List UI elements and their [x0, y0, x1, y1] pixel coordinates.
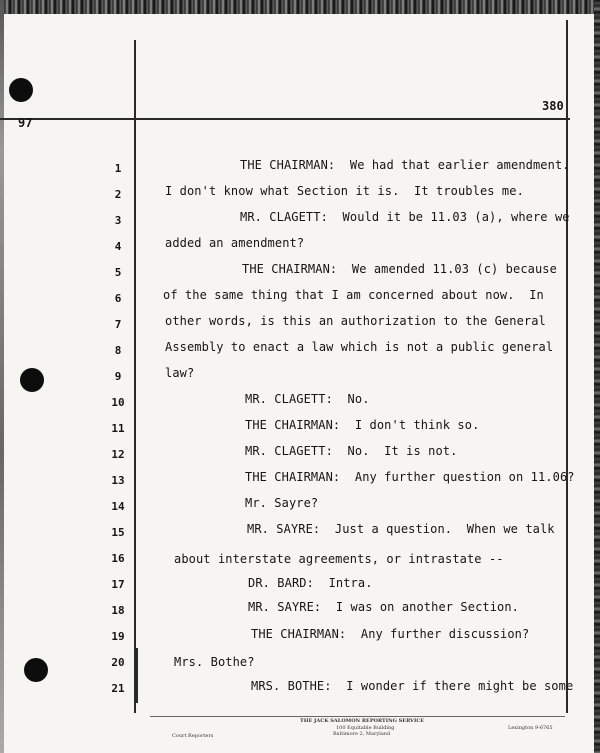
line-number: 1 — [114, 162, 122, 175]
footer-rule — [150, 716, 565, 717]
line-number: 15 — [111, 526, 125, 539]
transcript-line: THE CHAIRMAN: Any further question on 11.06? — [245, 470, 575, 484]
margin-rule-right — [566, 20, 568, 713]
transcript-line: Mrs. Bothe? — [174, 655, 255, 669]
footer-address: 100 Equitable Building — [336, 725, 395, 731]
transcript-line: THE CHAIRMAN: Any further discussion? — [251, 627, 530, 641]
line-number: 16 — [111, 552, 125, 565]
transcript-line: law? — [165, 366, 195, 380]
line-number: 18 — [111, 604, 125, 617]
line-number: 17 — [111, 578, 125, 591]
transcript-line: MR. SAYRE: Just a question. When we talk — [247, 522, 555, 536]
header-rule — [0, 118, 570, 120]
line-number: 2 — [114, 188, 122, 201]
punch-hole-top — [9, 78, 33, 102]
transcript-line: other words, is this an authorization to the General — [165, 314, 546, 328]
transcript-line: MR. CLAGETT: Would it be 11.03 (a), where we — [240, 210, 570, 224]
punch-hole-bottom — [24, 658, 48, 682]
line-number: 5 — [114, 266, 122, 279]
line-number: 11 — [111, 422, 125, 435]
line-number: 14 — [111, 500, 125, 513]
transcript-line: I don't know what Section it is. It troubles me. — [165, 184, 524, 198]
margin-rule-left — [134, 40, 136, 713]
margin-tick — [136, 648, 138, 703]
line-number: 13 — [111, 474, 125, 487]
line-number: 12 — [111, 448, 125, 461]
punch-hole-middle — [20, 368, 44, 392]
transcript-line: THE CHAIRMAN: We had that earlier amendment. — [240, 158, 570, 172]
line-number: 4 — [114, 240, 122, 253]
transcript-line: Assembly to enact a law which is not a public general — [165, 340, 554, 354]
footer-phone: Lexington 9-6765 — [508, 725, 553, 731]
line-number: 21 — [111, 682, 125, 695]
transcript-line: MR. SAYRE: I was on another Section. — [248, 600, 520, 614]
scan-right-edge — [594, 0, 600, 753]
line-number: 7 — [114, 318, 122, 331]
footer-company: THE JACK SALOMON REPORTING SERVICE — [300, 718, 425, 724]
transcript-line: THE CHAIRMAN: I don't think so. — [245, 418, 480, 432]
transcript-line: THE CHAIRMAN: We amended 11.03 (c) because — [242, 262, 557, 276]
transcript-line: MRS. BOTHE: I wonder if there might be some — [251, 679, 574, 693]
footer-left: Court Reporters — [172, 733, 214, 739]
transcript-line: Mr. Sayre? — [245, 496, 319, 510]
line-number: 6 — [114, 292, 122, 305]
transcript-line: about interstate agreements, or intrastate -- — [174, 552, 504, 566]
left-page-number: 97 — [18, 116, 33, 130]
transcript-line: DR. BARD: Intra. — [248, 576, 373, 590]
scan-left-edge — [0, 0, 4, 753]
footer-city: Baltimore 2, Maryland — [333, 731, 391, 737]
right-page-number: 380 — [542, 99, 564, 113]
line-number: 3 — [114, 214, 122, 227]
line-number: 9 — [114, 370, 122, 383]
line-number: 8 — [114, 344, 122, 357]
transcript-line: added an amendment? — [165, 236, 305, 250]
line-number: 10 — [111, 396, 125, 409]
line-number: 20 — [111, 656, 125, 669]
transcript-line: of the same thing that I am concerned about now. In — [163, 288, 544, 302]
transcript-line: MR. CLAGETT: No. — [245, 392, 370, 406]
transcript-line: MR. CLAGETT: No. It is not. — [245, 444, 458, 458]
scan-top-edge — [0, 0, 600, 14]
line-number: 19 — [111, 630, 125, 643]
